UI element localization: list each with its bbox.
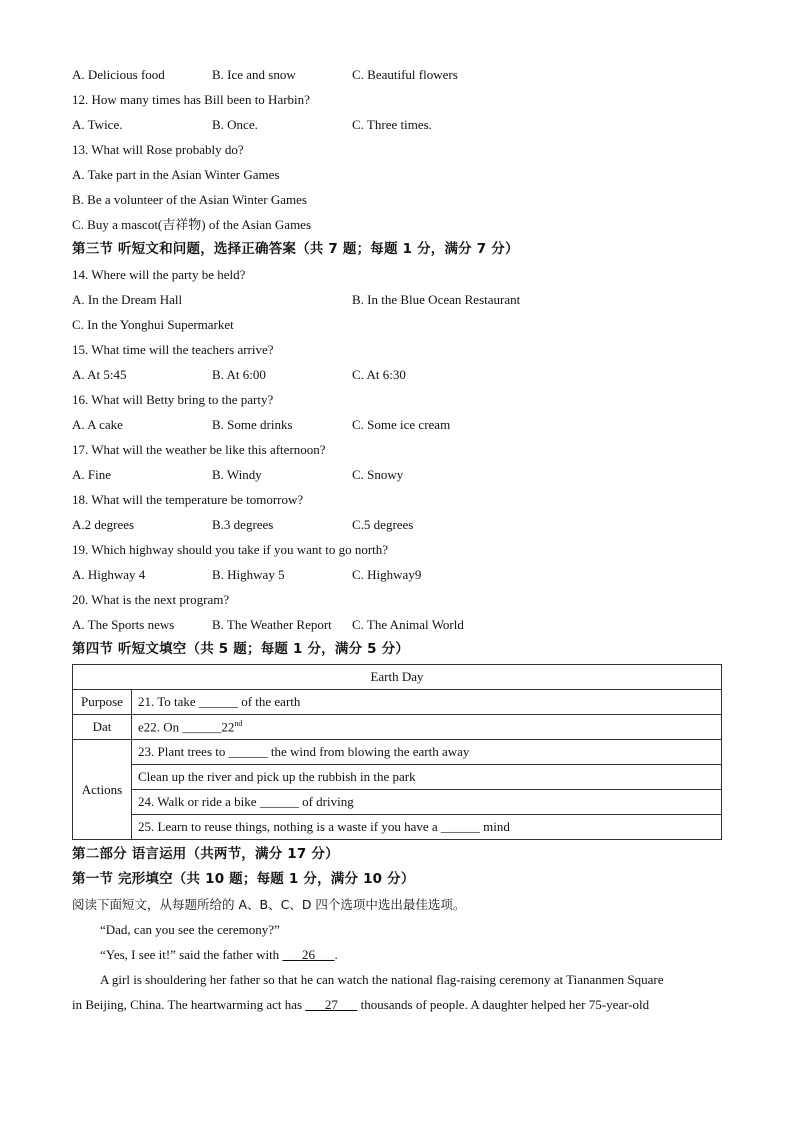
action-row[interactable]: 23. Plant trees to ______ the wind from blowing the earth away: [132, 740, 722, 765]
q19-stem: 19. Which highway should you take if you want to go north?: [72, 542, 389, 557]
q19-options: [72, 562, 724, 587]
earth-day-table: [72, 664, 722, 840]
q11-options: [72, 62, 724, 87]
action-row: Clean up the river and pick up the rubbish in the park: [132, 765, 722, 790]
purpose-label: Purpose: [73, 690, 132, 715]
instruction: 阅读下面短文，从每题所给的 A、B、C、D 四个选项中选出最佳选项。: [72, 897, 466, 912]
q15-option-a[interactable]: A. At 5:45: [72, 367, 127, 382]
table-header: Earth Day: [73, 665, 722, 690]
q14-option-b[interactable]: B. In the Blue Ocean Restaurant: [352, 292, 521, 307]
q19-option-b[interactable]: B. Highway 5: [212, 567, 285, 582]
q12-stem: 12. How many times has Bill been to Harbin?: [72, 92, 310, 107]
date-suffix: nd: [234, 718, 243, 728]
q20-options: [72, 612, 724, 637]
passage-p2: [72, 942, 724, 967]
q15-option-c[interactable]: C. At 6:30: [352, 367, 406, 382]
q16-option-a[interactable]: A. A cake: [72, 417, 123, 432]
q13-option-c[interactable]: C. Buy a mascot(吉祥物) of the Asian Games: [72, 217, 312, 232]
q19-option-a[interactable]: A. Highway 4: [72, 567, 146, 582]
p2-end: .: [334, 947, 338, 962]
q14-option-a[interactable]: A. In the Dream Hall: [72, 292, 183, 307]
q13-option-b[interactable]: B. Be a volunteer of the Asian Winter Games: [72, 192, 307, 207]
q20-option-b[interactable]: B. The Weather Report: [212, 617, 332, 632]
q17-options: [72, 462, 724, 487]
q20-option-c[interactable]: C. The Animal World: [352, 617, 464, 632]
q15-options: [72, 362, 724, 387]
q11-option-c[interactable]: C. Beautiful flowers: [352, 67, 458, 82]
q13-option-a[interactable]: A. Take part in the Asian Winter Games: [72, 167, 280, 182]
section1-title: 第一节 完形填空（共 10 题；每题 1 分，满分 10 分）: [72, 871, 415, 887]
q16-options: [72, 412, 724, 437]
q12-option-b[interactable]: B. Once.: [212, 117, 258, 132]
part2-title: 第二部分 语言运用（共两节，满分 17 分）: [72, 846, 339, 862]
p2-text: “Yes, I see it!” said the father with: [100, 947, 283, 962]
p3-text: in Beijing, China. The heartwarming act has: [72, 997, 306, 1012]
q16-option-c[interactable]: C. Some ice cream: [352, 417, 451, 432]
passage-p3-line2: [72, 992, 724, 1017]
q13-stem: 13. What will Rose probably do?: [72, 142, 244, 157]
q14-option-c[interactable]: C. In the Yonghui Supermarket: [72, 317, 234, 332]
q18-option-b[interactable]: B.3 degrees: [212, 517, 274, 532]
q15-stem: 15. What time will the teachers arrive?: [72, 342, 274, 357]
q19-option-c[interactable]: C. Highway9: [352, 567, 422, 582]
q11-option-a[interactable]: A. Delicious food: [72, 67, 165, 82]
q20-stem: 20. What is the next program?: [72, 592, 230, 607]
action-row[interactable]: 24. Walk or ride a bike ______ of driving: [132, 790, 722, 815]
q18-options: [72, 512, 724, 537]
q17-option-c[interactable]: C. Snowy: [352, 467, 404, 482]
q11-option-b[interactable]: B. Ice and snow: [212, 67, 296, 82]
section3-title: 第三节 听短文和问题，选择正确答案（共 7 题；每题 1 分，满分 7 分）: [72, 241, 519, 257]
q17-option-b[interactable]: B. Windy: [212, 467, 262, 482]
date-text: e22. On ______22: [138, 719, 235, 735]
blank-26[interactable]: ___26___: [282, 947, 335, 962]
p3-text-end: thousands of people. A daughter helped her 75-year-old: [357, 997, 650, 1012]
q16-option-b[interactable]: B. Some drinks: [212, 417, 293, 432]
q14-stem: 14. Where will the party be held?: [72, 267, 246, 282]
q17-stem: 17. What will the weather be like this afternoon?: [72, 442, 326, 457]
q18-option-a[interactable]: A.2 degrees: [72, 517, 135, 532]
section4-title: 第四节 听短文填空（共 5 题；每题 1 分，满分 5 分）: [72, 641, 410, 657]
actions-label: Actions: [73, 740, 132, 840]
exam-page: [72, 62, 724, 1017]
purpose-cell[interactable]: 21. To take ______ of the earth: [132, 690, 722, 715]
blank-27[interactable]: ___27___: [305, 997, 358, 1012]
passage-p1: “Dad, can you see the ceremony?”: [100, 922, 280, 937]
q18-option-c[interactable]: C.5 degrees: [352, 517, 414, 532]
q12-option-a[interactable]: A. Twice.: [72, 117, 123, 132]
date-label: Dat: [73, 715, 132, 740]
date-cell[interactable]: [132, 715, 722, 740]
q12-option-c[interactable]: C. Three times.: [352, 117, 432, 132]
q15-option-b[interactable]: B. At 6:00: [212, 367, 266, 382]
q14-options: [72, 287, 724, 312]
q17-option-a[interactable]: A. Fine: [72, 467, 111, 482]
q12-options: [72, 112, 724, 137]
action-row[interactable]: 25. Learn to reuse things, nothing is a waste if you have a ______ mind: [132, 815, 722, 840]
q16-stem: 16. What will Betty bring to the party?: [72, 392, 274, 407]
q18-stem: 18. What will the temperature be tomorrow?: [72, 492, 304, 507]
q20-option-a[interactable]: A. The Sports news: [72, 617, 175, 632]
passage-p3-line1: A girl is shouldering her father so that he can watch the national flag-raising ceremony at Tiananmen Square: [100, 972, 664, 987]
